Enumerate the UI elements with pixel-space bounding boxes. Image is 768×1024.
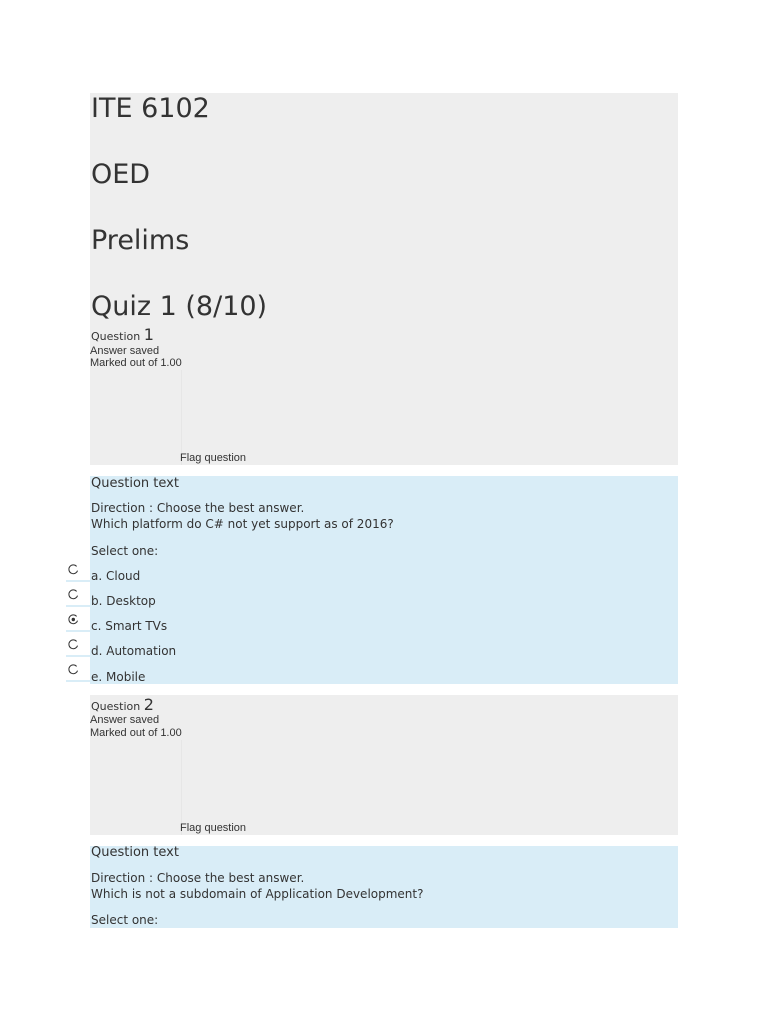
course-section: OED [91, 159, 151, 190]
question-2-info-panel [90, 695, 678, 835]
question-2-select-label: Select one: [91, 913, 159, 927]
option-e-underline [66, 680, 92, 682]
radio-checked-icon [68, 614, 79, 625]
question-2-prompt: Which is not a subdomain of Application Development? [91, 887, 424, 901]
radio-unchecked-icon [68, 664, 79, 675]
radio-unchecked-icon [68, 564, 79, 575]
option-b-underline [66, 605, 92, 607]
option-a-label[interactable]: a. Cloud [91, 569, 141, 583]
question-1-select-label: Select one: [91, 544, 159, 558]
question-1-status: Answer saved [90, 345, 160, 357]
question-1-number-value: 1 [143, 325, 154, 344]
radio-unchecked-icon [68, 639, 79, 650]
quiz-title: Quiz 1 (8/10) [91, 291, 268, 322]
question-1-text-heading: Question text [91, 476, 179, 491]
question-2-direction: Direction : Choose the best answer. [91, 871, 305, 885]
option-b-label[interactable]: b. Desktop [91, 594, 156, 608]
question-1-label: Question [91, 330, 141, 343]
option-e-label[interactable]: e. Mobile [91, 670, 146, 684]
option-c-label[interactable]: c. Smart TVs [91, 619, 168, 633]
question-2-number [91, 695, 154, 714]
question-1-prompt: Which platform do C# not yet support as of 2016? [91, 517, 394, 531]
term-title: Prelims [91, 225, 190, 256]
question-2-marks: Marked out of 1.00 [90, 727, 182, 739]
question-2-info-divider [181, 740, 182, 835]
question-2-flag-link[interactable]: Flag question [180, 822, 247, 834]
option-e-radio[interactable] [68, 664, 79, 675]
option-c-radio[interactable] [68, 614, 79, 625]
option-c-underline [66, 630, 92, 632]
question-2-number-value: 2 [143, 695, 154, 714]
question-1-direction: Direction : Choose the best answer. [91, 501, 305, 515]
radio-unchecked-icon [68, 589, 79, 600]
option-d-label[interactable]: d. Automation [91, 644, 177, 658]
option-d-radio[interactable] [68, 639, 79, 650]
option-a-radio[interactable] [68, 564, 79, 575]
option-d-underline [66, 655, 92, 657]
question-1-info-divider [181, 370, 182, 465]
question-1-number [91, 325, 154, 344]
question-2-label: Question [91, 700, 141, 713]
question-1-flag-link[interactable]: Flag question [180, 452, 247, 464]
course-code: ITE 6102 [91, 93, 210, 124]
option-a-underline [66, 580, 92, 582]
question-2-status: Answer saved [90, 714, 160, 726]
option-b-radio[interactable] [68, 589, 79, 600]
question-1-info-panel [90, 93, 678, 465]
question-2-text-heading: Question text [91, 845, 179, 860]
question-1-marks: Marked out of 1.00 [90, 357, 182, 369]
